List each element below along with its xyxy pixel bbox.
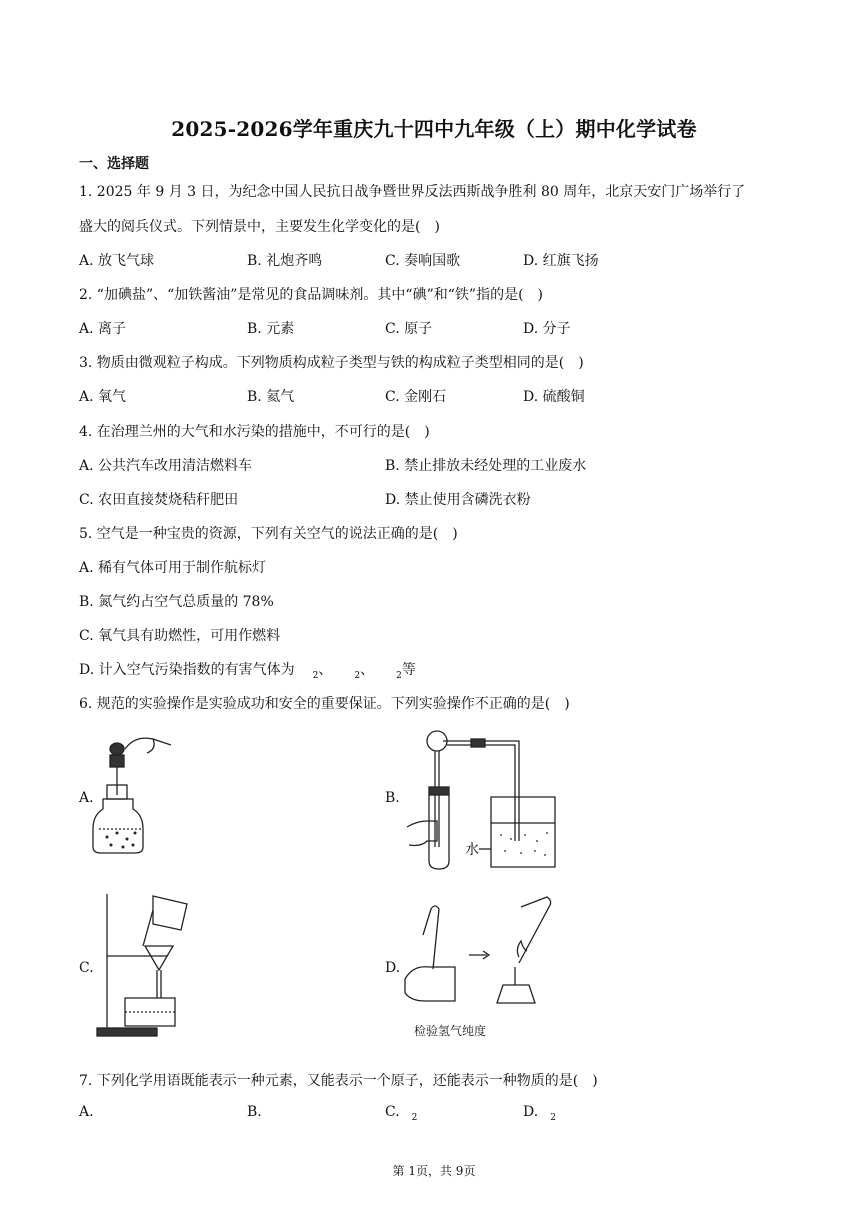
hydrogen-purity-test-figure	[403, 895, 553, 1025]
q4-option-c[interactable]: C. 农田直接焚烧秸秆肥田	[79, 492, 239, 508]
q4-stem: 4. 在治理兰州的大气和水污染的措施中，不可行的是( )	[79, 424, 430, 440]
q7-option-d-sub: 2	[550, 1113, 556, 1123]
q2-stem: 2. “加碘盐”、“加铁酱油”是常见的食品调味剂。其中“碘”和“铁”指的是( )	[79, 287, 543, 303]
q6-label-b[interactable]: B.	[385, 790, 400, 806]
q5-option-c[interactable]: C. 氧气具有助燃性，可用作燃料	[79, 628, 281, 644]
airtightness-check-figure	[405, 727, 555, 872]
q5-option-d-sub1: 2	[312, 671, 319, 681]
q1-option-d[interactable]: D. 红旗飞扬	[523, 253, 599, 269]
q1-option-b[interactable]: B. 礼炮齐鸣	[247, 253, 323, 269]
q1-stem-line1: 1. 2025 年 9 月 3 日，为纪念中国人民抗日战争暨世界反法西斯战争胜利 80 周年，北京天安门广场举行了	[79, 184, 746, 200]
q5-stem: 5. 空气是一种宝贵的资源，下列有关空气的说法正确的是( )	[79, 526, 458, 542]
q6-stem: 6. 规范的实验操作是实验成功和安全的重要保证。下列实验操作不正确的是( )	[79, 696, 570, 712]
q2-option-b[interactable]: B. 元素	[247, 321, 295, 337]
q4-option-d[interactable]: D. 禁止使用含磷洗衣粉	[385, 492, 531, 508]
q3-option-b[interactable]: B. 氦气	[247, 389, 295, 405]
d-caption: 检验氢气纯度	[414, 1024, 487, 1038]
q1-option-a[interactable]: A. 放飞气球	[79, 253, 155, 269]
q5-option-b[interactable]: B. 氮气约占空气总质量的 78%	[79, 594, 274, 610]
q5-option-d-sep1: 、	[318, 662, 333, 678]
q4-option-b[interactable]: B. 禁止排放未经处理的工业废水	[385, 458, 587, 474]
q5-option-d-sep2: 、	[360, 662, 375, 678]
q5-option-d-suffix: 等	[401, 662, 416, 678]
q7-option-c-sub: 2	[411, 1113, 418, 1123]
q1-option-c[interactable]: C. 奏响国歌	[385, 253, 461, 269]
q5-option-d-sub3: 2	[396, 671, 402, 681]
q3-option-c[interactable]: C. 金刚石	[385, 389, 447, 405]
q7-option-a[interactable]: A.	[79, 1104, 94, 1120]
q7-option-b[interactable]: B.	[247, 1104, 262, 1120]
q3-option-a[interactable]: A. 氧气	[79, 389, 127, 405]
dropper-bottle-figure	[95, 733, 175, 858]
q7-option-c[interactable]	[385, 1104, 418, 1123]
page-title: 2025-2026学年重庆九十四中九年级（上）期中化学试卷	[171, 117, 697, 141]
q6-label-a[interactable]: A.	[79, 790, 94, 806]
q6-label-d[interactable]: D.	[385, 960, 401, 976]
q5-option-d[interactable]	[79, 659, 416, 679]
filtration-figure	[95, 890, 210, 1040]
q7-stem: 7. 下列化学用语既能表示一种元素，又能表示一个原子，还能表示一种物质的是( )	[79, 1073, 598, 1089]
q5-option-a[interactable]: A. 稀有气体可用于制作航标灯	[79, 560, 267, 576]
q2-option-d[interactable]: D. 分子	[523, 321, 571, 337]
q7-option-d[interactable]	[523, 1104, 556, 1123]
q6-label-c[interactable]: C.	[79, 960, 94, 976]
q2-option-a[interactable]: A. 离子	[79, 321, 127, 337]
q4-option-a[interactable]: A. 公共汽车改用清洁燃料车	[79, 458, 253, 474]
q7-option-c-label: C.	[385, 1104, 400, 1120]
q1-stem-line2: 盛大的阅兵仪式。下列情景中，主要发生化学变化的是( )	[79, 219, 440, 235]
q5-option-d-prefix: D. 计入空气污染指数的有害气体为	[79, 662, 295, 678]
q3-stem: 3. 物质由微观粒子构成。下列物质构成粒子类型与铁的构成粒子类型相同的是( )	[79, 355, 584, 371]
q7-option-d-label: D.	[523, 1104, 539, 1120]
q2-option-c[interactable]: C. 原子	[385, 321, 433, 337]
water-label: 水	[465, 842, 479, 858]
q3-option-d[interactable]: D. 硫酸铜	[523, 389, 585, 405]
section-heading: 一、选择题	[79, 156, 149, 172]
page-footer: 第 1页，共 9页	[392, 1164, 476, 1178]
q5-option-d-sub2: 2	[354, 671, 361, 681]
